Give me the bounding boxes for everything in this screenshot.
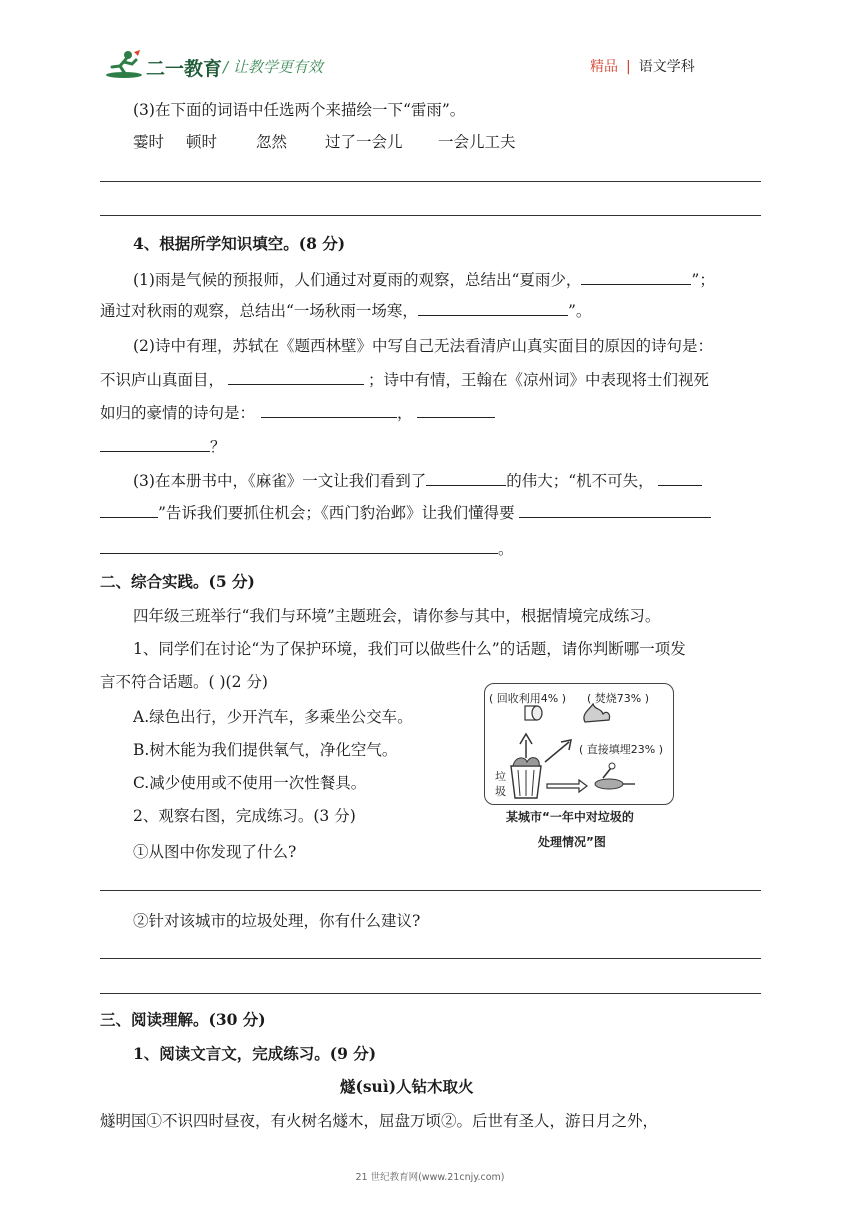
- fill-blank[interactable]: [418, 300, 568, 316]
- answer-line: [100, 993, 761, 994]
- answer-line: [100, 215, 761, 216]
- page-footer: 21 世纪教育网(www.21cnjy.com): [355, 1172, 505, 1183]
- q4-p2-line3: 如归的豪情的诗句是： ，: [100, 402, 495, 423]
- header-tags: [590, 56, 695, 76]
- fill-blank[interactable]: [417, 402, 495, 418]
- fill-blank[interactable]: [100, 436, 210, 452]
- logo-text: 二一教育: [146, 58, 223, 80]
- word-list: [0, 130, 860, 152]
- paper-roll-icon: [525, 706, 542, 720]
- word-item: 霎时: [133, 133, 165, 151]
- word-item: 顿时: [186, 133, 218, 151]
- q3-3-prompt: (3)在下面的词语中任选两个来描绘一下“雷雨”。: [133, 101, 466, 119]
- section-2-intro: 四年级三班举行“我们与环境”主题班会，请你参与其中，根据情境完成练习。: [133, 607, 661, 625]
- passage-title: 燧(suì)人钻木取火: [340, 1077, 474, 1096]
- answer-line: [100, 890, 761, 891]
- q4-title: 4、根据所学知识填空。(8 分): [133, 234, 346, 253]
- header-slogan: / 让教学更有效: [223, 58, 323, 76]
- passage-line-1: 燧明国①不识四时昼夜，有火树名燧木，屈盘万顷②。后世有圣人，游日月之外，: [100, 1112, 659, 1130]
- garbage-figure: [484, 683, 674, 805]
- q4-p3-line3: 。: [100, 538, 514, 559]
- section-3-q1: 1、阅读文言文，完成练习。(9 分): [133, 1044, 377, 1063]
- right-arrow-icon: [547, 780, 587, 792]
- figure-drawing: [485, 684, 673, 804]
- page-header: [0, 0, 860, 80]
- landfill-label: ( 直接填埋23% ): [579, 743, 664, 756]
- tag-subject: 语文学科: [638, 59, 695, 75]
- q4-p2-line4: ？: [100, 436, 226, 457]
- section-2-q2-1: ①从图中你发现了什么?: [133, 843, 297, 861]
- q4-p3-line1: (3)在本册书中，《麻雀》一文让我们看到了 的伟大；“机不可失，: [133, 470, 702, 491]
- q4-p1-line1: (1)雨是气候的预报师，人们通过对夏雨的观察，总结出“夏雨少， ”；: [133, 271, 715, 289]
- trash-can-icon: [511, 758, 541, 798]
- trash-label-2: 圾: [495, 785, 506, 798]
- section-2-q2-2: ②针对该城市的垃圾处理，你有什么建议?: [133, 912, 421, 930]
- option-b: B.树木能为我们提供氧气，净化空气。: [133, 741, 398, 759]
- shovel-icon: [595, 763, 635, 789]
- tag-quality: 精品: [590, 59, 618, 75]
- answer-line: [100, 181, 761, 182]
- figure-caption-1: 某城市“一年中对垃圾的: [506, 810, 634, 824]
- section-3-title: 三、阅读理解。(30 分): [100, 1010, 266, 1029]
- burn-label: ( 焚烧73% ): [587, 692, 650, 705]
- section-2-q1-line1: 1、同学们在讨论“为了保护环境，我们可以做些什么”的话题，请你判断哪一项发: [133, 640, 686, 658]
- fill-blank[interactable]: [581, 269, 691, 285]
- fill-blank[interactable]: [426, 470, 506, 486]
- q4-p2-line2: 不识庐山真面目， ；诗中有情，王翰在《凉州词》中表现将士们视死: [100, 371, 710, 389]
- option-c: C.减少使用或不使用一次性餐具。: [133, 774, 367, 792]
- option-a: A.绿色出行，少开汽车，多乘坐公交车。: [133, 708, 413, 726]
- section-2-q1-line2: 言不符合话题。( )(2 分): [100, 673, 268, 691]
- word-item: 忽然: [256, 133, 288, 151]
- runner-logo-icon: [104, 48, 144, 80]
- answer-line: [100, 958, 761, 959]
- trash-label-1: 垃: [495, 770, 506, 783]
- section-2-title: 二、综合实践。(5 分): [100, 572, 255, 591]
- word-item: 过了一会儿: [325, 133, 403, 151]
- fill-blank[interactable]: [658, 470, 702, 486]
- figure-caption-2: 处理情况”图: [538, 835, 606, 849]
- recycle-label: ( 回收利用4% ): [489, 692, 567, 705]
- q4-p2-line1: (2)诗中有理，苏轼在《题西林壁》中写自己无法看清庐山真实面目的原因的诗句是：: [133, 337, 713, 355]
- word-item: 一会儿工夫: [438, 133, 516, 151]
- fill-blank[interactable]: [100, 502, 158, 518]
- fill-blank[interactable]: [100, 538, 498, 554]
- q4-p1-line2: 通过对秋雨的观察，总结出“一场秋雨一场寒， ”。: [100, 302, 592, 320]
- q4-p3-line2: ”告诉我们要抓住机会；《西门豹治邺》让我们懂得要: [100, 502, 711, 523]
- fill-blank[interactable]: [519, 502, 711, 518]
- diagonal-arrow-icon: [545, 740, 571, 762]
- up-arrow-icon: [520, 734, 532, 758]
- section-2-q2: 2、观察右图，完成练习。(3 分): [133, 807, 356, 825]
- flame-icon: [584, 704, 610, 722]
- tag-separator: |: [626, 59, 631, 75]
- fill-blank[interactable]: [261, 402, 397, 418]
- fill-blank[interactable]: [228, 369, 364, 385]
